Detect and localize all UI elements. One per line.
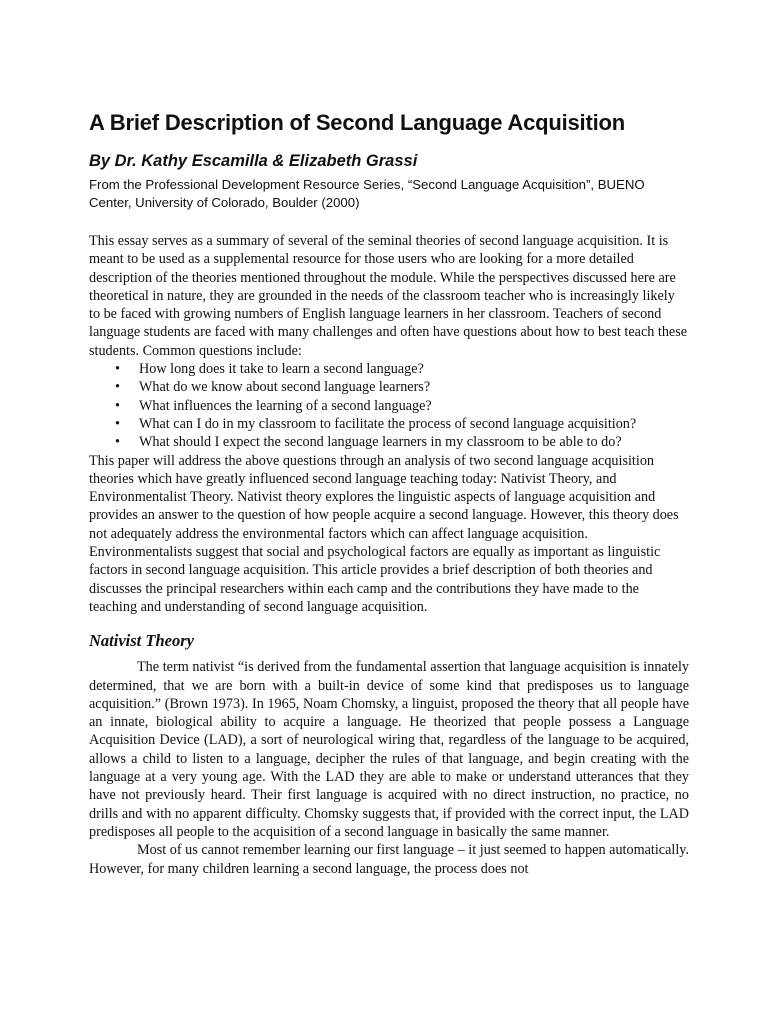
bullet-icon: • [115,415,120,432]
section-paragraph: Most of us cannot remember learning our first language – it just seemed to happen automatically. However, for many children learning a second language, the process does not [89,842,689,877]
questions-list [89,360,689,451]
list-item [89,378,689,396]
source-note: From the Professional Development Resource Series, “Second Language Acquisition”, BUENO Center, University of Colorado, Boulder (2000) [89,177,645,210]
document-title: A Brief Description of Second Language Acquisition [89,110,625,135]
document-page [89,108,689,878]
question-text: What can I do in my classroom to facilitate the process of second language acquisition? [139,415,637,432]
question-text: What do we know about second language learners? [139,379,431,396]
bullet-icon: • [115,379,120,396]
question-text: How long does it take to learn a second language? [139,361,424,378]
list-item [89,415,689,433]
section-paragraph: The term nativist “is derived from the fundamental assertion that language acquisition is innately determined, that we are born with a built-in device of some kind that predisposes us to language acquisition.” (Brown 1973). In 1965, Noam Chomsky, a linguist, proposed the theory that all people have an innate, biological ability to acquire a language. He theorized that people possess a Language Acquisition Device (LAD), a sort of neurological wiring that, regardless of the language to be acquired, allows a child to listen to a language, decipher the rules of that language, and begin creating with the language at a very young age. With the LAD they are able to make or understand utterances that they have not previously heard. Their first language is acquired with no direct instruction, no practice, no drills and with no apparent difficulty. Chomsky suggests that, if provided with the correct input, the LAD predisposes all people to the acquisition of a second language in basically the same manner. [89,659,689,840]
question-text: What should I expect the second language learners in my classroom to be able to do? [139,434,622,451]
list-item [89,433,689,451]
list-item [89,397,689,415]
summary-paragraph: This paper will address the above questions through an analysis of two second language acquisition theories which have greatly influenced second language teaching today: Nativist Theory, and Environmentalist Theory. Nativist theory explores the linguistic aspects of language acquisition and provides an answer to the question of how people acquire a second language. However, this theory does not adequately address the environmental factors which can affect language acquisition. Environmentalists suggest that social and psychological factors are equally as important as linguistic factors in second language acquisition. This article provides a brief description of both theories and discusses the principal researchers within each camp and the contributions they have made to the teaching and understanding of second language acquisition. [89,452,679,615]
bullet-icon: • [115,397,120,414]
question-text: What influences the learning of a second language? [139,397,432,414]
list-item [89,360,689,378]
section-heading: Nativist Theory [89,631,194,651]
bullet-icon: • [115,434,120,451]
author-byline: By Dr. Kathy Escamilla & Elizabeth Grassi [89,152,418,170]
bullet-icon: • [115,361,120,378]
intro-paragraph: This essay serves as a summary of several of the seminal theories of second language acquisition. It is meant to be used as a supplemental resource for those users who are looking for a more detailed description of the theories mentioned throughout the module. While the perspectives discussed here are theoretical in nature, they are grounded in the needs of the classroom teacher who is increasingly likely to be faced with growing numbers of English language learners in her classroom. Teachers of second language students are faced with many challenges and often have questions about how to best teach these students. Common questions include: [89,233,688,359]
